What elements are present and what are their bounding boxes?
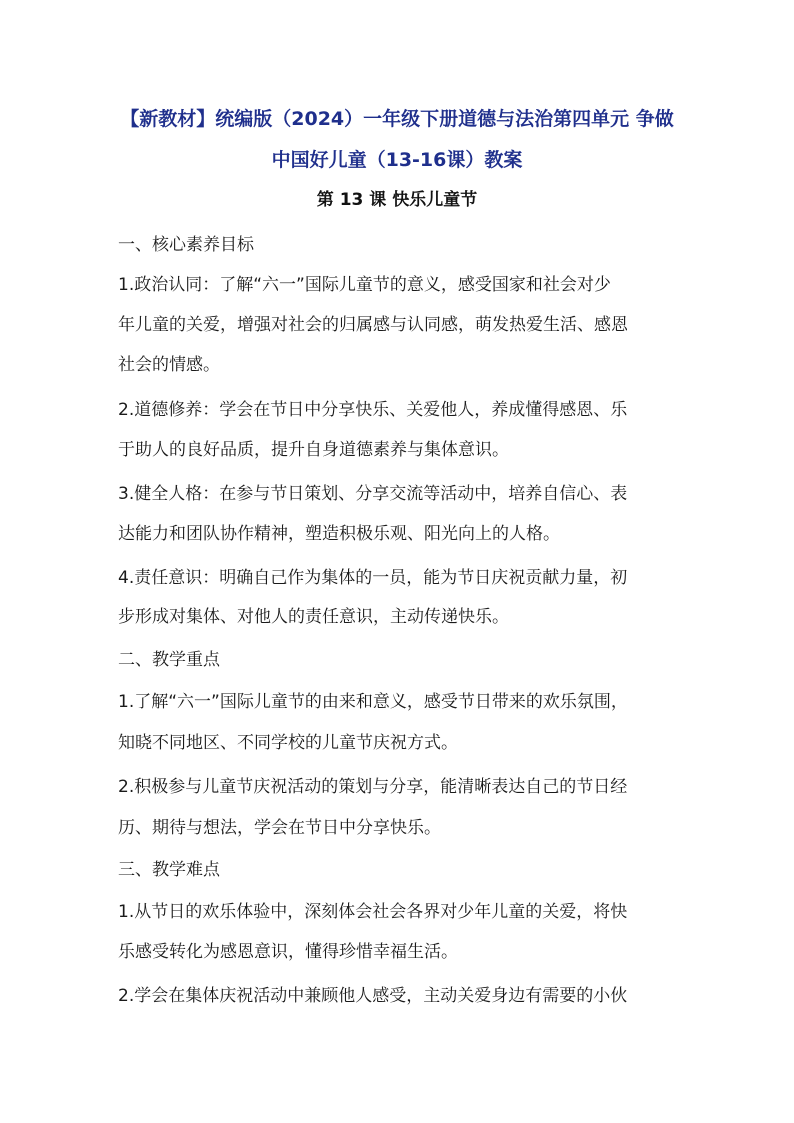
paragraph-line: 1.从节日的欢乐体验中，深刻体会社会各界对少年儿童的关爱，将快: [118, 902, 628, 922]
paragraph-line: 年儿童的关爱，增强对社会的归属感与认同感，萌发热爱生活、感恩: [118, 315, 628, 335]
paragraph-line: 社会的情感。: [118, 355, 220, 375]
document-title-line-2: 中国好儿童（13-16课）教案: [271, 149, 523, 171]
section-heading-core-goals: 一、核心素养目标: [118, 235, 254, 255]
paragraph-line: 乐感受转化为感恩意识，懂得珍惜幸福生活。: [118, 942, 458, 962]
paragraph-line: 1.了解“六一”国际儿童节的由来和意义，感受节日带来的欢乐氛围，: [118, 692, 628, 712]
paragraph-line: 2.学会在集体庆祝活动中兼顾他人感受，主动关爱身边有需要的小伙: [118, 986, 628, 1006]
paragraph-line: 2.道德修养：学会在节日中分享快乐、关爱他人，养成懂得感恩、乐: [118, 400, 628, 420]
paragraph-line: 于助人的良好品质，提升自身道德素养与集体意识。: [118, 440, 509, 460]
lesson-title: 第 13 课 快乐儿童节: [316, 190, 478, 210]
paragraph-line: 历、期待与想法，学会在节日中分享快乐。: [118, 818, 441, 838]
paragraph-line: 2.积极参与儿童节庆祝活动的策划与分享，能清晰表达自己的节日经: [118, 777, 628, 797]
paragraph-line: 1.政治认同：了解“六一”国际儿童节的意义，感受国家和社会对少: [118, 275, 611, 295]
section-heading-difficulties: 三、教学难点: [118, 860, 220, 880]
paragraph-line: 4.责任意识：明确自己作为集体的一员，能为节日庆祝贡献力量，初: [118, 568, 628, 588]
paragraph-line: 达能力和团队协作精神，塑造积极乐观、阳光向上的人格。: [118, 524, 560, 544]
paragraph-line: 步形成对集体、对他人的责任意识，主动传递快乐。: [118, 607, 509, 627]
paragraph-line: 3.健全人格：在参与节日策划、分享交流等活动中，培养自信心、表: [118, 484, 628, 504]
section-heading-key-points: 二、教学重点: [118, 650, 220, 670]
paragraph-line: 知晓不同地区、不同学校的儿童节庆祝方式。: [118, 733, 458, 753]
document-title-line-1: 【新教材】统编版（2024）一年级下册道德与法治第四单元 争做: [120, 108, 674, 130]
